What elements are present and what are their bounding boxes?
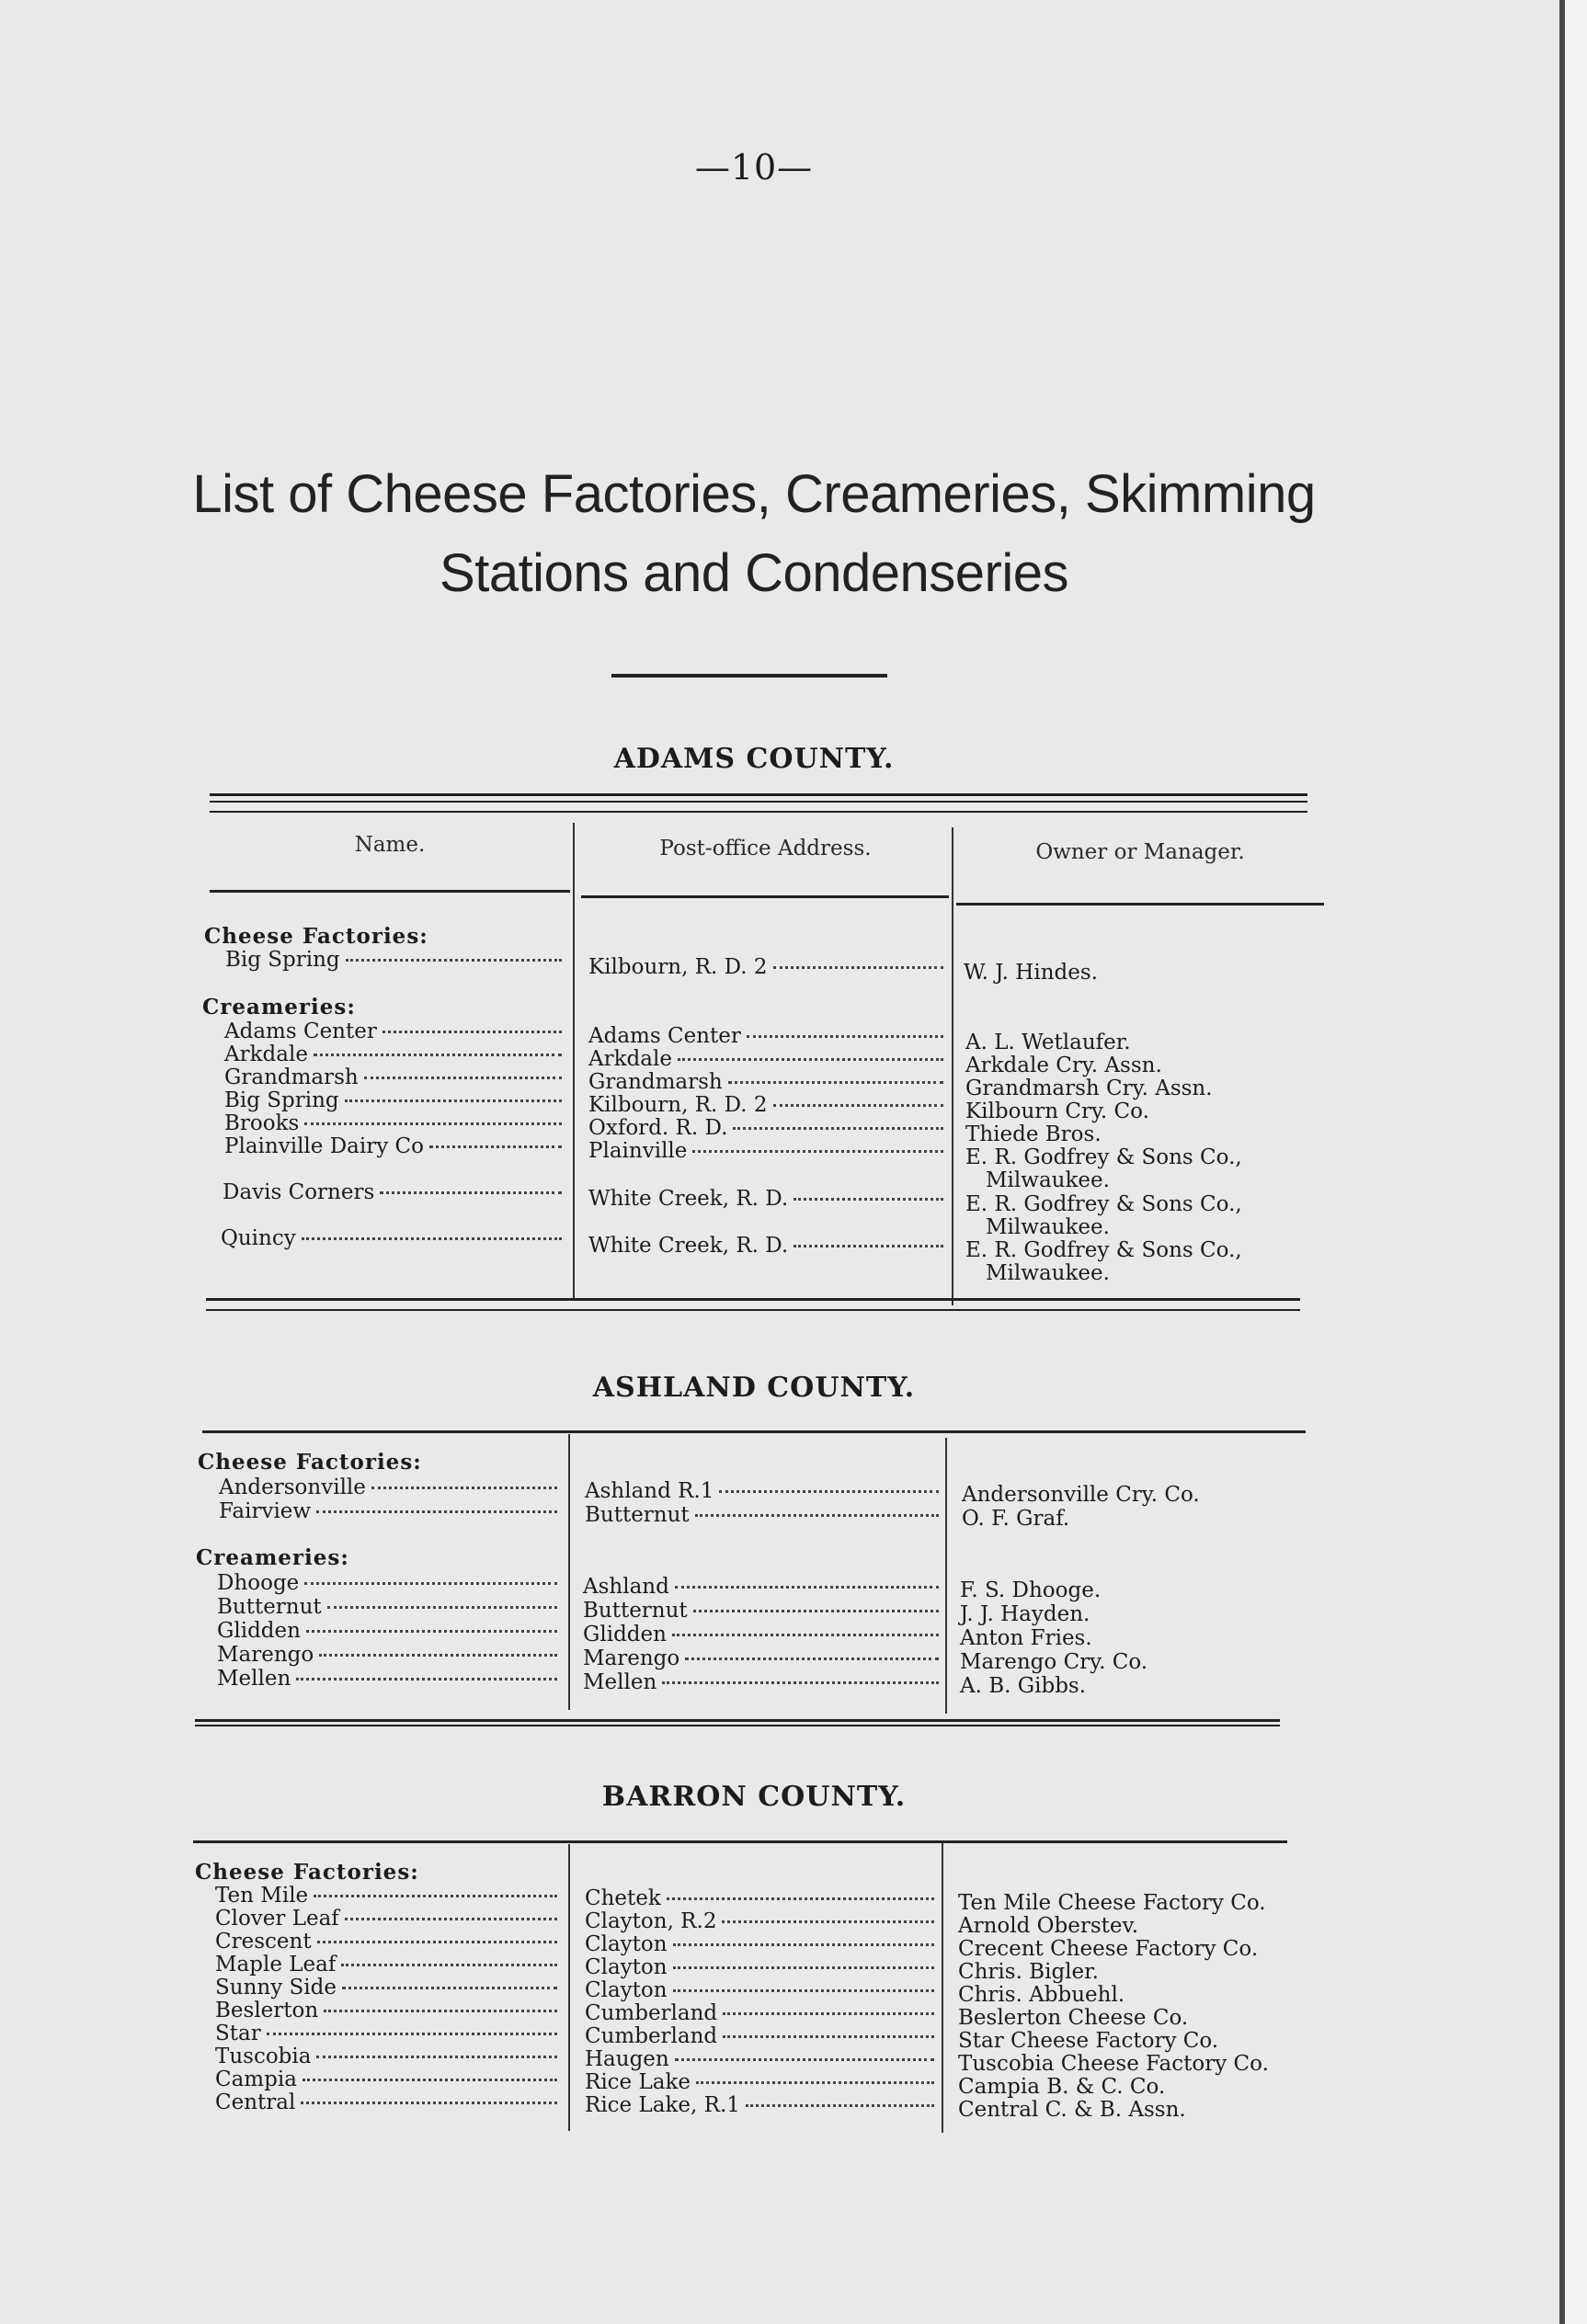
ashland-bottom-rule-2 bbox=[195, 1725, 1280, 1726]
owner-manager: Central C. & B. Assn. bbox=[958, 2098, 1186, 2122]
table-row bbox=[224, 1066, 562, 1089]
table-row bbox=[223, 1181, 562, 1204]
factory-name: Ten Mile bbox=[215, 1884, 309, 1908]
owner-manager: Marengo Cry. Co. bbox=[960, 1650, 1148, 1674]
factory-name: Dhooge bbox=[217, 1571, 300, 1595]
post-office-address: Chetek bbox=[585, 1886, 661, 1910]
post-office-address: Clayton bbox=[585, 1932, 668, 1956]
post-office-address: Haugen bbox=[585, 2047, 669, 2071]
title-line-1: List of Cheese Factories, Creameries, Skimming bbox=[192, 464, 1316, 524]
title-rule bbox=[611, 674, 887, 678]
ashland-category-cheese: Cheese Factories: bbox=[198, 1450, 422, 1475]
post-office-address: Arkdale bbox=[588, 1047, 672, 1071]
table-row bbox=[588, 956, 943, 979]
ashland-bottom-rule bbox=[195, 1719, 1280, 1722]
owner-manager: A. B. Gibbs. bbox=[960, 1674, 1087, 1698]
table-row bbox=[585, 1910, 934, 1933]
post-office-address: Clayton bbox=[585, 1978, 668, 2002]
adams-top-rule-3 bbox=[210, 811, 1307, 813]
owner-manager: Tuscobia Cheese Factory Co. bbox=[958, 2052, 1269, 2076]
table-row bbox=[215, 2068, 557, 2091]
owner-manager-city: Milwaukee. bbox=[986, 1215, 1110, 1239]
table-row bbox=[585, 1933, 934, 1956]
owner-manager: Beslerton Cheese Co. bbox=[958, 2006, 1189, 2030]
owner-manager: Kilbourn Cry. Co. bbox=[965, 1099, 1149, 1123]
table-row bbox=[583, 1623, 939, 1646]
ashland-column-divider-1 bbox=[568, 1434, 570, 1710]
post-office-address: Grandmarsh bbox=[588, 1070, 723, 1094]
page-number: —10— bbox=[694, 147, 814, 188]
owner-manager: Anton Fries. bbox=[960, 1626, 1092, 1650]
factory-name: Star bbox=[215, 2022, 261, 2045]
adams-column-divider-1 bbox=[573, 823, 575, 1301]
ashland-top-rule bbox=[202, 1430, 1306, 1433]
owner-manager: J. J. Hayden. bbox=[960, 1602, 1090, 1626]
table-row bbox=[217, 1620, 557, 1643]
factory-name: Adams Center bbox=[224, 1020, 377, 1043]
owner-manager: E. R. Godfrey & Sons Co., bbox=[965, 1192, 1242, 1216]
owner-manager: W. J. Hindes. bbox=[964, 961, 1098, 985]
table-row bbox=[215, 1908, 557, 1931]
header-rule-address bbox=[581, 895, 949, 898]
post-office-address: Adams Center bbox=[588, 1024, 741, 1048]
ashland-county-heading: ASHLAND COUNTY. bbox=[592, 1372, 916, 1404]
factory-name: Tuscobia bbox=[215, 2045, 312, 2068]
table-row bbox=[588, 1071, 943, 1094]
factory-name: Crescent bbox=[215, 1930, 312, 1954]
owner-manager: Grandmarsh Cry. Assn. bbox=[965, 1077, 1213, 1100]
table-row bbox=[585, 1887, 934, 1910]
table-row bbox=[583, 1671, 939, 1694]
post-office-address: Cumberland bbox=[585, 2001, 718, 2025]
table-row bbox=[585, 2048, 934, 2071]
table-row bbox=[215, 1954, 557, 1977]
barron-column-divider-2 bbox=[942, 1842, 943, 2133]
table-row bbox=[224, 1043, 562, 1066]
table-row bbox=[588, 1140, 943, 1163]
factory-name: Arkdale bbox=[224, 1042, 308, 1066]
owner-manager-city: Milwaukee. bbox=[986, 1261, 1110, 1285]
owner-manager: Campia B. & C. Co. bbox=[958, 2075, 1166, 2099]
header-rule-name bbox=[210, 890, 570, 893]
adams-bottom-rule-2 bbox=[206, 1309, 1300, 1311]
owner-manager-city: Milwaukee. bbox=[986, 1168, 1110, 1192]
owner-manager: Chris. Abbuehl. bbox=[958, 1983, 1125, 2007]
table-row bbox=[588, 1094, 943, 1117]
barron-column-divider-1 bbox=[568, 1844, 570, 2131]
table-row bbox=[583, 1600, 939, 1623]
table-row bbox=[583, 1647, 939, 1670]
owner-manager: Thiede Bros. bbox=[965, 1122, 1102, 1146]
factory-name: Big Spring bbox=[225, 948, 340, 972]
post-office-address: Marengo bbox=[583, 1646, 680, 1670]
table-row bbox=[215, 2022, 557, 2045]
table-row bbox=[225, 949, 562, 972]
owner-manager: Ten Mile Cheese Factory Co. bbox=[958, 1891, 1266, 1915]
factory-name: Glidden bbox=[217, 1619, 301, 1643]
post-office-address: Oxford. R. D. bbox=[588, 1116, 728, 1140]
page-edge-shadow bbox=[1559, 0, 1565, 2324]
post-office-address: White Creek, R. D. bbox=[588, 1187, 789, 1211]
factory-name: Mellen bbox=[217, 1667, 291, 1691]
factory-name: Brooks bbox=[224, 1111, 300, 1135]
factory-name: Fairview bbox=[219, 1499, 312, 1523]
table-row bbox=[215, 1999, 557, 2022]
post-office-address: Kilbourn, R. D. 2 bbox=[588, 1093, 768, 1117]
table-row bbox=[585, 1979, 934, 2002]
factory-name: Andersonville bbox=[219, 1475, 366, 1499]
table-row bbox=[217, 1644, 557, 1667]
table-row bbox=[224, 1135, 562, 1158]
ashland-column-divider-2 bbox=[945, 1438, 947, 1714]
adams-bottom-rule bbox=[206, 1298, 1300, 1301]
barron-county-heading: BARRON COUNTY. bbox=[601, 1781, 907, 1813]
column-header-name: Name. bbox=[354, 833, 426, 857]
table-row bbox=[217, 1668, 557, 1691]
factory-name: Campia bbox=[215, 2068, 297, 2091]
owner-manager: Andersonville Cry. Co. bbox=[962, 1483, 1200, 1507]
table-row bbox=[224, 1112, 562, 1135]
table-row bbox=[215, 2091, 557, 2114]
owner-manager: A. L. Wetlaufer. bbox=[965, 1031, 1131, 1054]
table-row bbox=[215, 2045, 557, 2068]
owner-manager: O. F. Graf. bbox=[962, 1507, 1070, 1531]
table-row bbox=[224, 1020, 562, 1043]
adams-top-rule-2 bbox=[210, 801, 1307, 803]
factory-name: Grandmarsh bbox=[224, 1065, 359, 1089]
table-row bbox=[585, 1480, 939, 1503]
owner-manager: E. R. Godfrey & Sons Co., bbox=[965, 1145, 1242, 1169]
post-office-address: Glidden bbox=[583, 1623, 667, 1646]
page-title bbox=[0, 455, 1508, 613]
adams-column-divider-2 bbox=[952, 827, 953, 1305]
post-office-address: Clayton, R.2 bbox=[585, 1909, 717, 1933]
table-row bbox=[588, 1025, 943, 1048]
owner-manager: Star Cheese Factory Co. bbox=[958, 2029, 1219, 2053]
ashland-category-creameries: Creameries: bbox=[196, 1545, 349, 1570]
adams-category-creameries: Creameries: bbox=[202, 995, 356, 1020]
table-row bbox=[215, 1931, 557, 1954]
barron-category-cheese: Cheese Factories: bbox=[195, 1860, 419, 1885]
owner-manager: Arkdale Cry. Assn. bbox=[965, 1054, 1162, 1077]
table-row bbox=[585, 2094, 934, 2117]
factory-name: Clover Leaf bbox=[215, 1907, 339, 1931]
table-row bbox=[585, 2025, 934, 2048]
table-row bbox=[219, 1500, 557, 1523]
barron-top-rule bbox=[193, 1840, 1287, 1843]
table-row bbox=[588, 1235, 943, 1258]
table-row bbox=[215, 1977, 557, 1999]
table-row bbox=[221, 1227, 562, 1250]
table-row bbox=[585, 2002, 934, 2025]
title-line-2: Stations and Condenseries bbox=[440, 543, 1068, 603]
table-row bbox=[588, 1117, 943, 1140]
post-office-address: Plainville bbox=[588, 1139, 688, 1163]
factory-name: Plainville Dairy Co bbox=[224, 1134, 424, 1158]
factory-name: Marengo bbox=[217, 1643, 314, 1667]
post-office-address: Rice Lake bbox=[585, 2070, 691, 2094]
owner-manager: Chris. Bigler. bbox=[958, 1960, 1099, 1984]
table-row bbox=[585, 1956, 934, 1979]
post-office-address: Butternut bbox=[585, 1503, 690, 1527]
post-office-address: Cumberland bbox=[585, 2024, 718, 2048]
column-header-address: Post-office Address. bbox=[659, 837, 872, 860]
table-row bbox=[224, 1089, 562, 1112]
post-office-address: Rice Lake, R.1 bbox=[585, 2093, 740, 2117]
table-row bbox=[588, 1188, 943, 1211]
factory-name: Quincy bbox=[221, 1226, 296, 1250]
factory-name: Butternut bbox=[217, 1595, 322, 1619]
table-row bbox=[217, 1572, 557, 1595]
factory-name: Big Spring bbox=[224, 1088, 339, 1112]
owner-manager: Arnold Oberstev. bbox=[958, 1914, 1139, 1938]
page-margin bbox=[1565, 0, 1587, 2324]
owner-manager: Crecent Cheese Factory Co. bbox=[958, 1937, 1259, 1961]
table-row bbox=[585, 2071, 934, 2094]
table-row bbox=[585, 1504, 939, 1527]
adams-top-rule bbox=[210, 793, 1307, 796]
post-office-address: Butternut bbox=[583, 1599, 688, 1623]
post-office-address: Clayton bbox=[585, 1955, 668, 1979]
owner-manager: F. S. Dhooge. bbox=[960, 1578, 1102, 1602]
post-office-address: White Creek, R. D. bbox=[588, 1234, 789, 1258]
table-row bbox=[583, 1576, 939, 1599]
table-row bbox=[219, 1476, 557, 1499]
table-row bbox=[588, 1048, 943, 1071]
factory-name: Central bbox=[215, 2090, 296, 2114]
header-rule-owner bbox=[956, 903, 1324, 906]
table-row bbox=[215, 1885, 557, 1908]
factory-name: Sunny Side bbox=[215, 1976, 337, 1999]
factory-name: Beslerton bbox=[215, 1999, 319, 2022]
post-office-address: Ashland R.1 bbox=[585, 1479, 714, 1503]
column-header-owner: Owner or Manager. bbox=[1035, 840, 1245, 864]
adams-category-cheese: Cheese Factories: bbox=[204, 924, 428, 949]
post-office-address: Ashland bbox=[583, 1575, 669, 1599]
adams-county-heading: ADAMS COUNTY. bbox=[613, 743, 895, 775]
factory-name: Davis Corners bbox=[223, 1180, 375, 1204]
factory-name: Maple Leaf bbox=[215, 1953, 337, 1977]
table-row bbox=[217, 1596, 557, 1619]
owner-manager: E. R. Godfrey & Sons Co., bbox=[965, 1238, 1242, 1262]
post-office-address: Kilbourn, R. D. 2 bbox=[588, 955, 768, 979]
post-office-address: Mellen bbox=[583, 1670, 657, 1694]
